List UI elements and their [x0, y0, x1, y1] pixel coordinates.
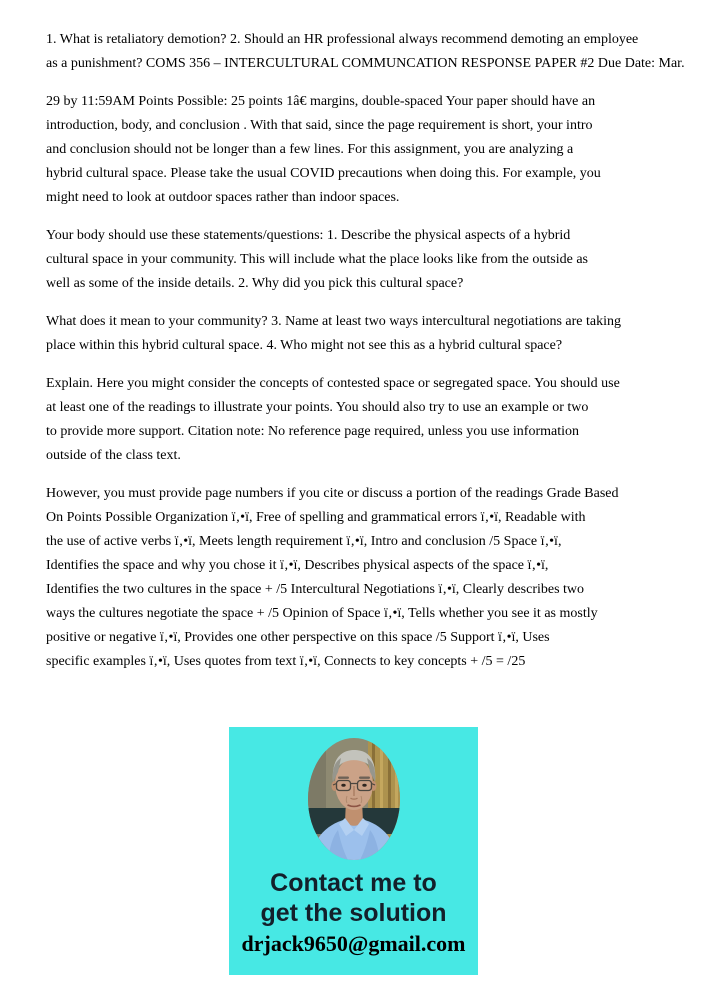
- text-line: well as some of the inside details. 2. Why did you pick this cultural space?: [46, 276, 464, 291]
- promo-headline: [229, 868, 478, 928]
- text-line: hybrid cultural space. Please take the usual COVID precautions when doing this. For example, you: [46, 166, 601, 181]
- promo-headline-line1: Contact me to: [270, 869, 437, 897]
- paragraph-6-grading-rubric: [46, 482, 706, 674]
- contact-promo-image: [229, 727, 478, 975]
- paragraph-2: [46, 90, 706, 210]
- text-line: the use of active verbs ï‚•ï, Meets length requirement ï‚•ï, Intro and conclusion /5 Space ï‚•ï,: [46, 534, 562, 549]
- text-line: Identifies the two cultures in the space + /5 Intercultural Negotiations ï‚•ï, Clearly describes two: [46, 582, 585, 597]
- text-line: Your body should use these statements/questions: 1. Describe the physical aspects of a hybrid: [46, 228, 571, 243]
- tutor-portrait-illustration: [308, 738, 400, 860]
- tutor-portrait-photo: [308, 738, 400, 860]
- promo-headline-line2: get the solution: [260, 899, 447, 927]
- text-line: positive or negative ï‚•ï, Provides one other perspective on this space /5 Support ï‚•ï, Uses: [46, 630, 550, 645]
- text-line: However, you must provide page numbers if you cite or discuss a portion of the readings Grade Based: [46, 486, 619, 501]
- document-text: [46, 28, 706, 688]
- text-line: Identifies the space and why you chose it ï‚•ï, Describes physical aspects of the space ï‚•ï,: [46, 558, 549, 573]
- text-line: On Points Possible Organization ï‚•ï, Free of spelling and grammatical errors ï‚•ï, Readable with: [46, 510, 586, 525]
- text-line: might need to look at outdoor spaces rather than indoor spaces.: [46, 190, 400, 205]
- paragraph-5: [46, 372, 706, 468]
- text-line: to provide more support. Citation note: No reference page required, unless you use information: [46, 424, 580, 439]
- text-line: Explain. Here you might consider the concepts of contested space or segregated space. You should use: [46, 376, 620, 391]
- text-line: 1. What is retaliatory demotion? 2. Should an HR professional always recommend demoting an employee: [46, 32, 639, 47]
- paragraph-3: [46, 224, 706, 296]
- text-line: specific examples ï‚•ï, Uses quotes from text ï‚•ï, Connects to key concepts + /5 = /25: [46, 654, 526, 669]
- text-line: as a punishment? COMS 356 – INTERCULTURAL COMMUNCATION RESPONSE PAPER #2 Due Date: Mar.: [46, 56, 685, 71]
- text-line: What does it mean to your community? 3. Name at least two ways intercultural negotiations are taking: [46, 314, 622, 329]
- paragraph-4: [46, 310, 706, 358]
- text-line: introduction, body, and conclusion . With that said, since the page requirement is short, your intro: [46, 118, 593, 133]
- text-line: at least one of the readings to illustrate your points. You should also try to use an example or two: [46, 400, 589, 415]
- text-line: place within this hybrid cultural space. 4. Who might not see this as a hybrid cultural space?: [46, 338, 563, 353]
- text-line: outside of the class text.: [46, 448, 181, 463]
- text-line: cultural space in your community. This will include what the place looks like from the outside as: [46, 252, 588, 267]
- text-line: 29 by 11:59AM Points Possible: 25 points 1â€ margins, double-spaced Your paper should have an: [46, 94, 596, 109]
- text-line: and conclusion should not be longer than a few lines. For this assignment, you are analyzing a: [46, 142, 574, 157]
- paragraph-1: [46, 28, 706, 76]
- text-line: ways the cultures negotiate the space + /5 Opinion of Space ï‚•ï, Tells whether you see it as mostly: [46, 606, 598, 621]
- promo-email-address: drjack9650@gmail.com: [241, 931, 466, 956]
